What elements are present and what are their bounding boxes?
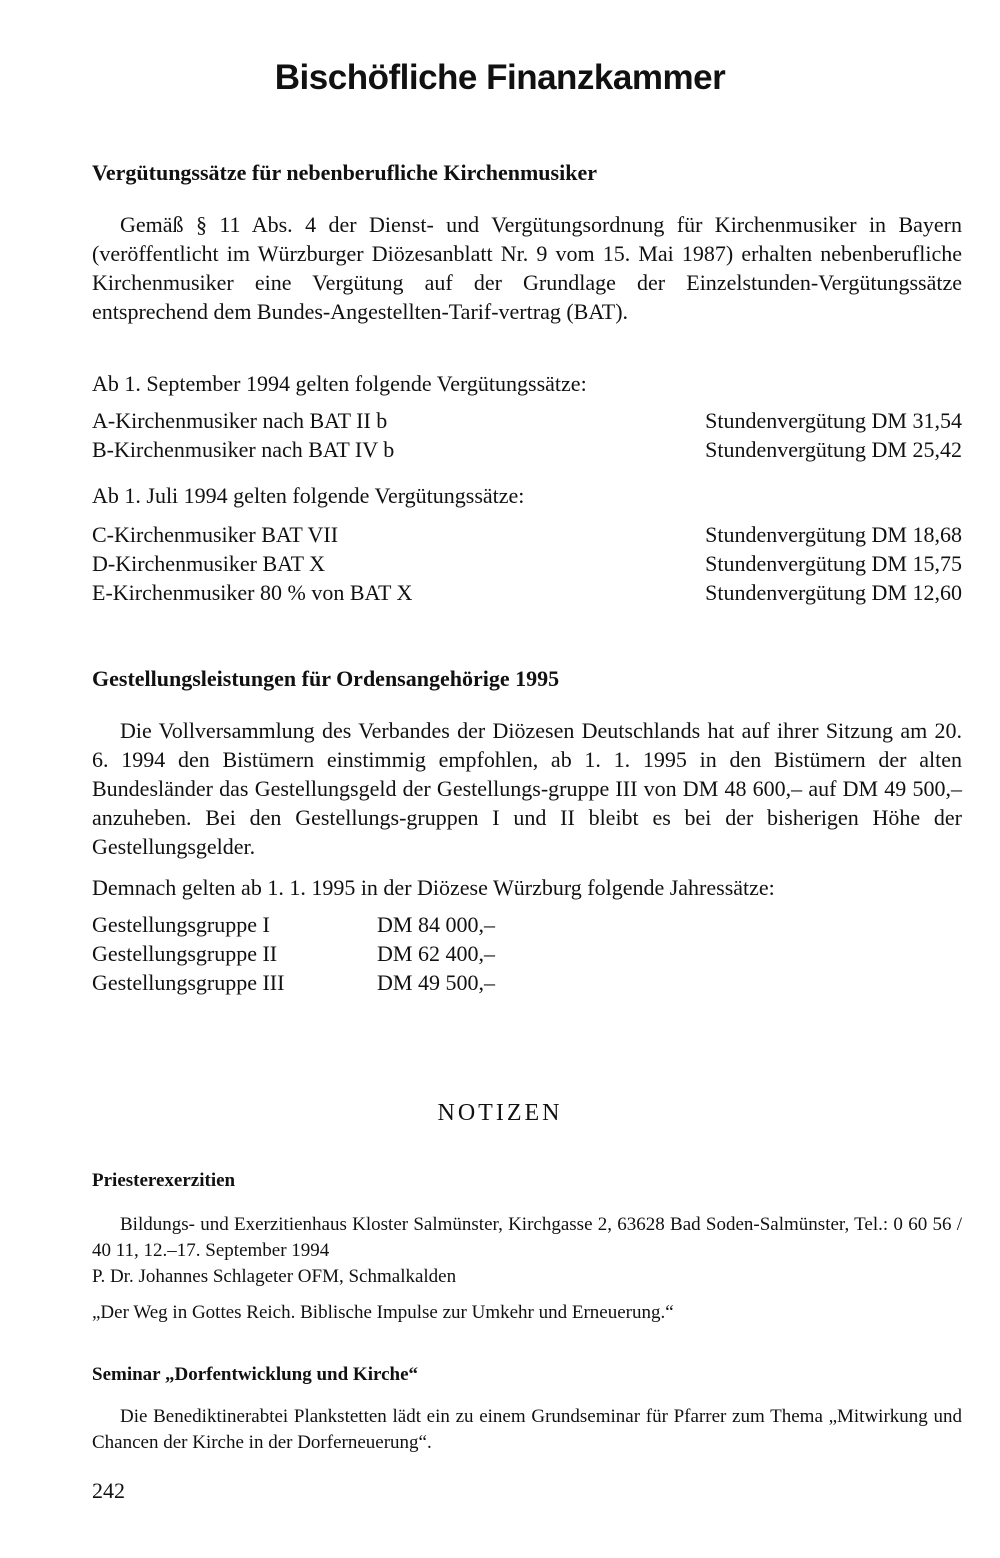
rate-row	[92, 549, 962, 578]
rate-row	[92, 520, 962, 549]
july-intro: Ab 1. Juli 1994 gelten folgende Vergütungssätze:	[92, 483, 525, 508]
exerzitien-location: Bildungs- und Exerzitienhaus Kloster Salmünster, Kirchgasse 2, 63628 Bad Soden-Salmünster, Tel.: 0 60 56 / 40 11, 12.–17. September 1994	[92, 1214, 962, 1261]
notizen-title: NOTIZEN	[437, 1100, 563, 1126]
seminar-block	[92, 1404, 962, 1456]
intro-paragraph: Gemäß § 11 Abs. 4 der Dienst- und Vergütungsordnung für Kirchenmusiker in Bayern (veröffentlicht im Würzburger Diözesanblatt Nr. 9 vom 15. Mai 1987) erhalten nebenberufliche Kirchenmusiker eine Vergütung auf der Grundlage der Einzelstunden-Vergütungssätze entsprechend dem Bundes-Angestellten-Tarif-vertrag (BAT).	[92, 212, 962, 324]
rate-label: A-Kirchenmusiker nach BAT II b	[92, 408, 388, 433]
sept-rates-block	[92, 369, 962, 464]
gestellung-groups-block	[92, 873, 962, 997]
group-row	[92, 968, 962, 997]
exerzitien-theme: „Der Weg in Gottes Reich. Biblische Impulse zur Umkehr und Erneuerung.“	[92, 1302, 674, 1323]
seminar-text: Die Benediktinerabtei Plankstetten lädt ein zu einem Grundseminar für Pfarrer zum Thema „Mitwirkung und Chancen der Kirche in der Dorferneuerung“.	[92, 1406, 962, 1453]
group-amount: DM 62 400,–	[377, 941, 495, 966]
rate-value: Stundenvergütung DM 12,60	[705, 580, 962, 605]
exerzitien-leader: P. Dr. Johannes Schlageter OFM, Schmalkalden	[92, 1266, 457, 1287]
rate-value: Stundenvergütung DM 18,68	[705, 522, 962, 547]
section-heading-gestellung: Gestellungsleistungen für Ordensangehörige 1995	[92, 666, 560, 691]
rate-value: Stundenvergütung DM 31,54	[705, 408, 962, 433]
group-label: Gestellungsgruppe II	[92, 941, 278, 966]
page-number: 242	[92, 1478, 125, 1503]
gestellung-paragraph: Die Vollversammlung des Verbandes der Diözesen Deutschlands hat auf ihrer Sitzung am 20. 6. 1994 den Bistümern einstimmig empfohlen, ab 1. 1. 1995 in den Bistümern der alten Bundesländer das Gestellungsgeld der Gestellungs-gruppe III von DM 48 600,– auf DM 49 500,– anzuheben. Bei den Gestellungs-gruppen I und II bleibt es bei der bisherigen Höhe der Gestellungsgelder.	[92, 718, 962, 859]
rate-row	[92, 406, 962, 435]
rate-row	[92, 435, 962, 464]
rate-label: C-Kirchenmusiker BAT VII	[92, 522, 339, 547]
rate-value: Stundenvergütung DM 15,75	[705, 551, 962, 576]
rate-value: Stundenvergütung DM 25,42	[705, 437, 962, 462]
group-amount: DM 84 000,–	[377, 912, 495, 937]
demnach-line: Demnach gelten ab 1. 1. 1995 in der Diözese Würzburg folgende Jahressätze:	[92, 875, 775, 900]
group-label: Gestellungsgruppe III	[92, 970, 285, 995]
gestellung-intro	[92, 716, 962, 861]
group-row	[92, 910, 962, 939]
page-title: Bischöfliche Finanzkammer	[274, 58, 726, 97]
exerzitien-block	[92, 1212, 962, 1326]
kirchenmusiker-intro	[92, 210, 962, 326]
rate-row	[92, 578, 962, 607]
sept-intro: Ab 1. September 1994 gelten folgende Vergütungssätze:	[92, 371, 587, 396]
rate-label: B-Kirchenmusiker nach BAT IV b	[92, 437, 395, 462]
group-label: Gestellungsgruppe I	[92, 912, 270, 937]
notiz-heading-exerzitien: Priesterexerzitien	[92, 1170, 236, 1191]
rate-label: D-Kirchenmusiker BAT X	[92, 551, 325, 576]
group-row	[92, 939, 962, 968]
notiz-heading-seminar: Seminar „Dorfentwicklung und Kirche“	[92, 1364, 419, 1385]
july-rates-block	[92, 481, 962, 607]
rate-label: E-Kirchenmusiker 80 % von BAT X	[92, 580, 413, 605]
section-heading-kirchenmusiker: Vergütungssätze für nebenberufliche Kirchenmusiker	[92, 160, 597, 185]
group-amount: DM 49 500,–	[377, 970, 495, 995]
